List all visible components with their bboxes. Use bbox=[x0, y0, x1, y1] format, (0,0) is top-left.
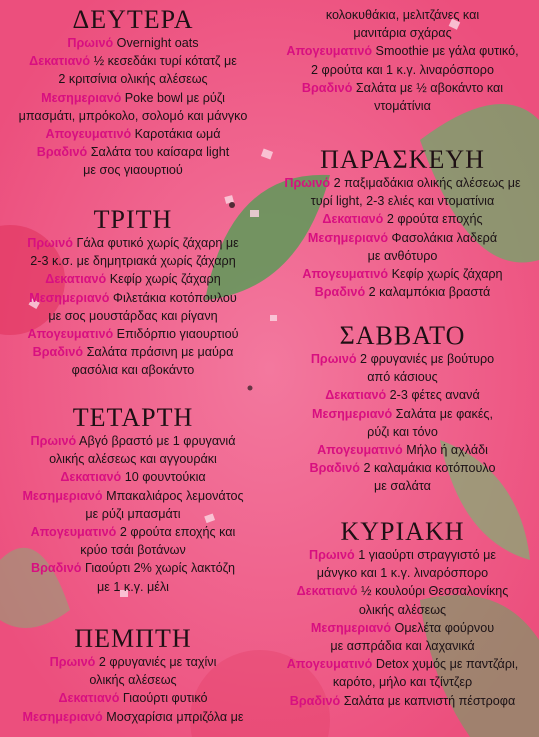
menu-line bbox=[266, 97, 539, 115]
meal-text: με σαλάτα bbox=[374, 479, 431, 494]
meal-text: με ρύζι μπασμάτι bbox=[85, 506, 181, 521]
meal-text: Smoothie με γάλα φυτικό, bbox=[372, 44, 519, 59]
meal-label: Δεκατιανό bbox=[29, 54, 91, 69]
meal-text: 2 καλαμάκια κοτόπουλο bbox=[359, 461, 496, 476]
meal-text: ½ κεσεδάκι τυρί κότατζ με bbox=[90, 54, 237, 69]
menu-line bbox=[266, 582, 539, 600]
meal-text: Γάλα φυτικό χωρίς ζάχαρη με bbox=[72, 236, 239, 250]
meal-label: Μεσημεριανό bbox=[41, 90, 122, 105]
menu-line bbox=[0, 708, 266, 726]
meal-label: Απογευματινό bbox=[286, 657, 373, 672]
meal-text: ολικής αλέσεως και αγγουράκι bbox=[49, 452, 217, 467]
meal-text: Σαλάτα του καίσαρα light bbox=[87, 145, 230, 160]
meal-text: Μοσχαρίσια μπριζόλα με bbox=[102, 709, 244, 724]
menu-line bbox=[0, 653, 266, 671]
meal-text: 1 γιαούρτι στραγγιστό με bbox=[354, 548, 496, 562]
meal-label: Βραδινό bbox=[31, 561, 82, 576]
menu-line bbox=[0, 70, 266, 88]
meal-text: Κεφίρ χωρίς ζάχαρη bbox=[106, 272, 221, 287]
meal-text: κρύο τσάι βοτάνων bbox=[80, 543, 186, 558]
menu-line bbox=[266, 386, 539, 404]
meal-text: 10 φουντούκια bbox=[121, 470, 206, 485]
meal-label: Απογευματινό bbox=[30, 525, 117, 540]
meal-text: 2 φρυγανιές με βούτυρο bbox=[356, 352, 495, 366]
menu-line bbox=[266, 692, 539, 710]
meal-label: Πρωινό bbox=[30, 434, 77, 448]
meal-label: Απογευματινό bbox=[27, 327, 114, 342]
meal-label: Δεκατιανό bbox=[296, 584, 358, 599]
meal-text: Ομελέτα φούρνου bbox=[391, 620, 495, 635]
day-title: ΤΡΙΤΗ bbox=[93, 205, 173, 234]
day-section bbox=[0, 206, 266, 380]
meal-label: Δεκατιανό bbox=[58, 691, 120, 706]
meal-label: Δεκατιανό bbox=[45, 272, 107, 287]
menu-line bbox=[266, 619, 539, 637]
meal-text: ντομάτίνια bbox=[374, 99, 431, 114]
menu-line bbox=[0, 343, 266, 361]
meal-text: Γιαούρτι φυτικό bbox=[119, 691, 208, 706]
menu-line bbox=[0, 325, 266, 343]
meal-text: Καροτάκια ωμά bbox=[131, 127, 221, 142]
meal-label: Μεσημεριανό bbox=[22, 488, 103, 503]
meal-text: Σαλάτα με καπνιστή πέστροφα bbox=[340, 693, 516, 708]
meal-text: ολικής αλέσεως bbox=[358, 602, 447, 617]
menu-line bbox=[0, 270, 266, 288]
meal-label: Πρωινό bbox=[67, 36, 114, 50]
meal-label: Μεσημεριανό bbox=[310, 620, 392, 635]
menu-line bbox=[266, 564, 539, 582]
meal-text: 2 καλαμπόκια βραστά bbox=[365, 285, 491, 300]
menu-line bbox=[0, 252, 266, 270]
menu-line bbox=[0, 559, 266, 577]
meal-text: Σαλάτα με φακές, bbox=[392, 406, 493, 421]
meal-text: τυρί light, 2-3 ελιές και ντοματίνια bbox=[310, 194, 495, 209]
meal-label: Μεσημεριανό bbox=[22, 709, 103, 724]
menu-line bbox=[266, 42, 539, 60]
menu-line bbox=[0, 432, 266, 450]
meal-text: φασόλια και αβοκάντο bbox=[71, 363, 195, 378]
menu-line bbox=[266, 601, 539, 619]
menu-line bbox=[0, 125, 266, 143]
day-title: ΚΥΡΙΑΚΗ bbox=[340, 517, 465, 546]
meal-text: Μπακαλιάρος λεμονάτος bbox=[102, 488, 244, 503]
menu-line bbox=[266, 423, 539, 441]
meal-text: ½ κουλούρι Θεσσαλονίκης bbox=[357, 584, 509, 599]
meal-label: Βραδινό bbox=[32, 345, 84, 360]
meal-text: Σαλάτα πράσινη με μαύρα bbox=[83, 345, 234, 360]
menu-line bbox=[0, 307, 266, 325]
meal-text: καρότο, μήλο και τζίντζερ bbox=[332, 675, 473, 690]
menu-line bbox=[0, 161, 266, 179]
meal-label: Βραδινό bbox=[36, 145, 88, 160]
menu-line bbox=[0, 52, 266, 70]
menu-line bbox=[266, 637, 539, 655]
menu-line bbox=[266, 459, 539, 477]
meal-text: Overnight oats bbox=[113, 36, 199, 50]
menu-line bbox=[266, 79, 539, 97]
menu-line bbox=[0, 361, 266, 379]
menu-line bbox=[266, 477, 539, 495]
meal-text: 2-3 φέτες ανανά bbox=[386, 388, 480, 403]
menu-line bbox=[266, 350, 539, 368]
day-section bbox=[0, 625, 266, 726]
menu-line bbox=[0, 689, 266, 707]
day-section bbox=[266, 322, 539, 496]
menu-line bbox=[266, 210, 539, 228]
meal-label: Απογευματινό bbox=[302, 267, 389, 282]
meal-label: Βραδινό bbox=[314, 285, 366, 300]
day-title: ΠΕΜΠΤΗ bbox=[74, 624, 192, 653]
meal-text: 2-3 κ.σ. με δημητριακά χωρίς ζάχαρη bbox=[30, 254, 236, 269]
meal-text: 2 παξιμαδάκια ολικής αλέσεως με bbox=[330, 176, 521, 190]
meal-label: Πρωινό bbox=[309, 548, 355, 562]
menu-line bbox=[0, 523, 266, 541]
menu-line bbox=[266, 247, 539, 265]
menu-line bbox=[266, 61, 539, 79]
meal-text: 2 φρούτα και 1 κ.γ. λιναρόσπορο bbox=[311, 62, 494, 77]
day-section bbox=[0, 6, 266, 180]
menu-line bbox=[266, 192, 539, 210]
meal-label: Απογευματινό bbox=[45, 127, 132, 142]
day-section bbox=[266, 146, 539, 301]
meal-label: Πρωινό bbox=[49, 655, 96, 669]
meal-text: με σος γιαουρτιού bbox=[83, 163, 183, 178]
menu-line bbox=[266, 655, 539, 673]
menu-line bbox=[0, 671, 266, 689]
menu-line bbox=[0, 578, 266, 596]
menu-line bbox=[0, 143, 266, 161]
meal-text: Φιλετάκια κοτόπουλου bbox=[109, 290, 237, 305]
day-title: ΤΕΤΑΡΤΗ bbox=[72, 403, 194, 432]
menu-line bbox=[266, 24, 539, 42]
meal-text: Επιδόρπιο γιαουρτιού bbox=[113, 327, 239, 342]
meal-label: Απογευματινό bbox=[317, 443, 403, 458]
meal-label: Βραδινό bbox=[289, 693, 341, 708]
meal-text: με ανθότυρο bbox=[367, 248, 438, 263]
meal-text: Γιαούρτι 2% χωρίς λακτόζη bbox=[81, 561, 235, 576]
menu-line bbox=[0, 89, 266, 107]
meal-label: Δεκατιανό bbox=[325, 388, 387, 403]
menu-line bbox=[0, 468, 266, 486]
meal-text: Κεφίρ χωρίς ζάχαρη bbox=[388, 267, 503, 282]
menu-line bbox=[0, 34, 266, 52]
meal-label: Βραδινό bbox=[309, 461, 360, 476]
menu-line bbox=[0, 487, 266, 505]
menu-line bbox=[266, 368, 539, 386]
menu-line bbox=[266, 673, 539, 691]
meal-text: 2 φρούτα εποχής bbox=[383, 212, 483, 227]
meal-text: Φασολάκια λαδερά bbox=[388, 230, 498, 245]
menu-line bbox=[266, 441, 539, 459]
day-section bbox=[0, 404, 266, 596]
menu-line bbox=[266, 283, 539, 301]
meal-label: Πρωινό bbox=[284, 176, 331, 190]
menu-line bbox=[266, 6, 539, 24]
day-section bbox=[266, 518, 539, 710]
menu-line bbox=[0, 107, 266, 125]
meal-label: Μεσημεριανό bbox=[311, 406, 393, 421]
menu-line bbox=[266, 405, 539, 423]
day-title: ΣΑΒΒΑΤΟ bbox=[339, 321, 466, 350]
meal-text: 2 κριτσίνια ολικής αλέσεως bbox=[58, 72, 208, 87]
menu-line bbox=[266, 546, 539, 564]
meal-label: Απογευματινό bbox=[286, 44, 373, 59]
menu-line bbox=[0, 541, 266, 559]
menu-line bbox=[266, 174, 539, 192]
meal-label: Δεκατιανό bbox=[60, 470, 122, 485]
meal-label: Δεκατιανό bbox=[322, 212, 384, 227]
meal-text: 2 φρούτα εποχής και bbox=[116, 525, 236, 540]
meal-text: με ασπράδια και λαχανικά bbox=[330, 639, 475, 654]
meal-label: Βραδινό bbox=[301, 80, 353, 95]
meal-text: με σος μουστάρδας και ρίγανη bbox=[48, 308, 218, 323]
meal-text: ρύζι και τόνο bbox=[367, 424, 438, 439]
menu-line bbox=[0, 289, 266, 307]
meal-text: ολικής αλέσεως bbox=[89, 673, 177, 688]
meal-label: Πρωινό bbox=[27, 236, 73, 250]
meal-text: με 1 κ.γ. μέλι bbox=[97, 579, 169, 594]
meal-text: Poke bowl με ρύζι bbox=[121, 90, 225, 105]
day-title: ΔΕΥΤΕΡΑ bbox=[72, 5, 194, 34]
meal-text: Detox χυμός με παντζάρι, bbox=[372, 657, 519, 672]
meal-text: από κάσιους bbox=[367, 370, 438, 385]
meal-label: Πρωινό bbox=[310, 352, 357, 366]
menu-line bbox=[0, 234, 266, 252]
meal-text: μανιτάρια σχάρας bbox=[353, 26, 452, 41]
day-section bbox=[266, 6, 539, 115]
day-title: ΠΑΡΑΣΚΕΥΗ bbox=[320, 145, 485, 174]
meal-text: Μήλο ή αχλάδι bbox=[402, 443, 488, 458]
menu-line bbox=[0, 450, 266, 468]
menu-line bbox=[266, 265, 539, 283]
menu-line bbox=[266, 229, 539, 247]
meal-text: κολοκυθάκια, μελιτζάνες και bbox=[325, 8, 480, 22]
meal-label: Μεσημεριανό bbox=[307, 230, 389, 245]
meal-text: μάνγκο και 1 κ.γ. λιναρόσπορο bbox=[316, 566, 489, 581]
meal-text: μπασμάτι, μπρόκολο, σολομό και μάνγκο bbox=[18, 108, 248, 123]
meal-label: Μεσημεριανό bbox=[29, 290, 110, 305]
menu-line bbox=[0, 505, 266, 523]
meal-text: 2 φρυγανιές με ταχίνι bbox=[95, 655, 217, 669]
meal-text: Αβγό βραστό με 1 φρυγανιά bbox=[76, 434, 236, 448]
meal-text: Σαλάτα με ½ αβοκάντο και bbox=[352, 80, 504, 95]
